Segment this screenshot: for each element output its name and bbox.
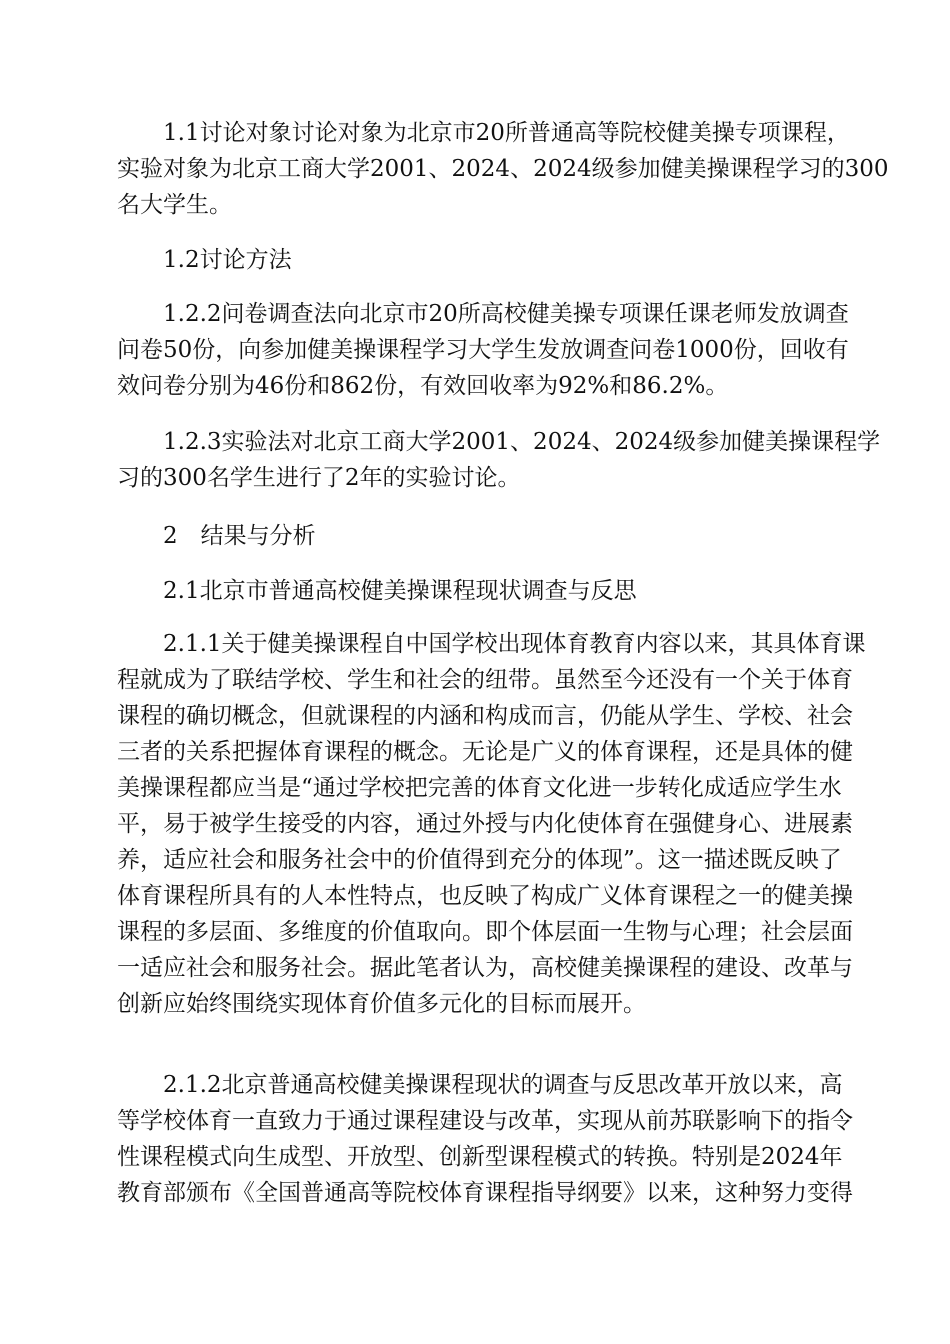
text-line: 习的300名学生进行了2年的实验讨论。 [117,465,521,491]
text-line: 1.2讨论方法 [163,247,292,273]
text-line: 问卷50份，向参加健美操课程学习大学生发放调查问卷1000份，回收有 [117,337,849,363]
text-line: 课程的确切概念，但就课程的内涵和构成而言，仍能从学生、学校、社会 [117,703,853,729]
text-line: 程就成为了联结学校、学生和社会的纽带。虽然至今还没有一个关于体育 [117,667,853,693]
text-line: 实验对象为北京工商大学2001、2024、2024级参加健美操课程学习的300 [117,156,889,182]
text-line: 2.1北京市普通高校健美操课程现状调查与反思 [163,578,637,604]
text-line: 1.2.2问卷调查法向北京市20所高校健美操专项课任课老师发放调查 [163,301,849,327]
text-line: 一适应社会和服务社会。据此笔者认为，高校健美操课程的建设、改革与 [117,955,853,981]
paragraph-questionnaire-method [117,296,849,404]
text-line: 名大学生。 [117,192,232,218]
text-line: 效问卷分别为46份和862份，有效回收率为92%和86.2%。 [117,373,729,399]
text-line: 1.2.3实验法对北京工商大学2001、2024、2024级参加健美操课程学 [163,429,881,455]
text-line: 等学校体育一直致力于通过课程建设与改革，实现从前苏联影响下的指令 [117,1108,853,1134]
text-line: 平，易于被学生接受的内容，通过外授与内化使体育在强健身心、进展素 [117,811,853,837]
text-line: 1.1讨论对象讨论对象为北京市20所普通高等院校健美操专项课程， [163,120,850,146]
text-line: 养，适应社会和服务社会中的价值得到充分的体现”。这一描述既反映了 [117,847,842,873]
paragraph-research-subjects [117,115,889,223]
text-line: 创新应始终围绕实现体育价值多元化的目标而展开。 [117,991,646,1017]
section-heading-research-methods [117,242,837,278]
text-line: 教育部颁布《全国普通高等院校体育课程指导纲要》以来，这种努力变得 [117,1180,853,1206]
paragraph-experiment-method [117,424,881,496]
text-line: 2 结果与分析 [163,523,316,549]
text-line: 2.1.1关于健美操课程自中国学校出现体育教育内容以来，其具体育课 [163,631,866,657]
text-line: 三者的关系把握体育课程的概念。无论是广义的体育课程，还是具体的健 [117,739,853,765]
text-line: 体育课程所具有的人本性特点，也反映了构成广义体育课程之一的健美操 [117,883,853,909]
text-line: 性课程模式向生成型、开放型、创新型课程模式的转换。特别是2024年 [117,1144,843,1170]
text-line: 2.1.2北京普通高校健美操课程现状的调查与反思改革开放以来，高 [163,1072,843,1098]
section-heading-results-analysis [117,518,837,554]
paragraph-current-status [117,1067,853,1211]
text-line: 课程的多层面、多维度的价值取向。即个体层面一生物与心理；社会层面 [117,919,853,945]
section-heading-survey-reflection [117,573,837,609]
paragraph-about-course [117,626,866,1022]
text-line: 美操课程都应当是“通过学校把完善的体育文化进一步转化成适应学生水 [117,775,842,801]
